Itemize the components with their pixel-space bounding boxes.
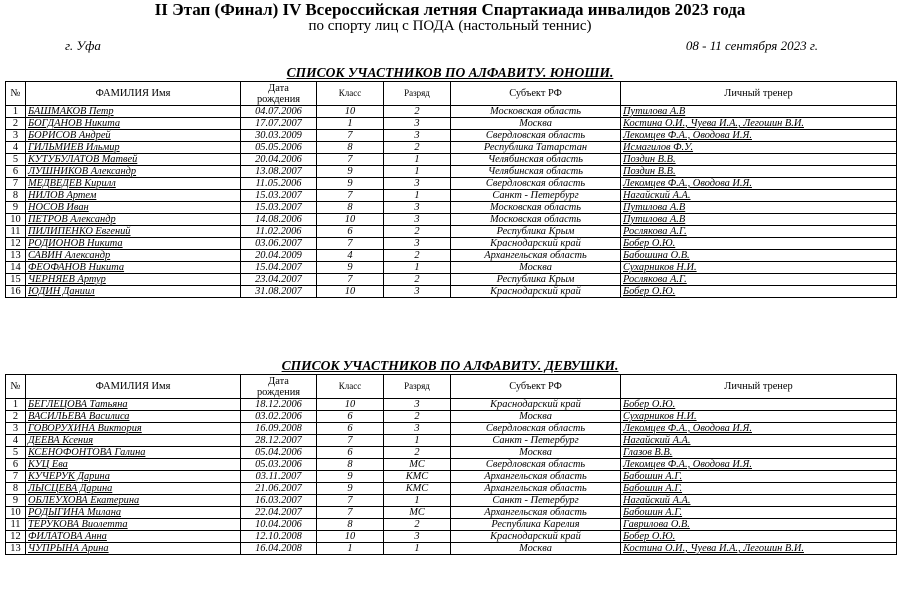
participant-name: КСЕНОФОНТОВА Галина xyxy=(26,447,241,459)
coach-name: Костина О.И., Чуева И.А., Легошин В.И. xyxy=(621,543,897,555)
rank-value: 1 xyxy=(384,435,451,447)
participant-name: БАШМАКОВ Петр xyxy=(26,106,241,118)
region-value: Челябинская область xyxy=(451,166,621,178)
class-value: 10 xyxy=(317,106,384,118)
region-value: Архангельская область xyxy=(451,507,621,519)
row-number: 14 xyxy=(6,262,26,274)
class-value: 6 xyxy=(317,226,384,238)
class-value: 8 xyxy=(317,202,384,214)
row-number: 1 xyxy=(6,106,26,118)
document-subtitle: по спорту лиц с ПОДА (настольный теннис) xyxy=(308,18,592,34)
birth-date: 20.04.2009 xyxy=(241,250,317,262)
rank-value: 3 xyxy=(384,423,451,435)
birth-date: 05.04.2006 xyxy=(241,447,317,459)
participant-name: БЕГЛЕЦОВА Татьяна xyxy=(26,399,241,411)
class-value: 7 xyxy=(317,130,384,142)
class-value: 10 xyxy=(317,399,384,411)
participant-name: ЧУПРЫНА Арина xyxy=(26,543,241,555)
row-number: 8 xyxy=(6,483,26,495)
coach-name: Исмагилов Ф.У. xyxy=(621,142,897,154)
row-number: 13 xyxy=(6,250,26,262)
rank-value: 1 xyxy=(384,166,451,178)
birth-date: 03.02.2006 xyxy=(241,411,317,423)
rank-value: 2 xyxy=(384,226,451,238)
class-value: 7 xyxy=(317,507,384,519)
birth-date: 11.02.2006 xyxy=(241,226,317,238)
birth-date: 16.04.2008 xyxy=(241,543,317,555)
participant-name: КУЦ Ева xyxy=(26,459,241,471)
rank-value: КМС xyxy=(384,471,451,483)
coach-name: Бабошин А.Г. xyxy=(621,471,897,483)
participant-name: ДЕЕВА Ксения xyxy=(26,435,241,447)
coach-name: Костина О.И., Чуева И.А., Легошин В.И. xyxy=(621,118,897,130)
birth-date: 10.04.2006 xyxy=(241,519,317,531)
row-number: 12 xyxy=(6,531,26,543)
region-value: Московская область xyxy=(451,214,621,226)
col-class: Класс xyxy=(317,375,384,399)
coach-name: Поздин В.В. xyxy=(621,154,897,166)
event-dates: 08 - 11 сентября 2023 г. xyxy=(685,38,818,53)
table-row xyxy=(6,471,897,483)
table-row xyxy=(6,459,897,471)
boys-rows xyxy=(6,106,897,298)
table-row xyxy=(6,286,897,298)
row-number: 1 xyxy=(6,399,26,411)
table-row xyxy=(6,274,897,286)
table-row xyxy=(6,178,897,190)
rank-value: 2 xyxy=(384,250,451,262)
region-value: Республика Крым xyxy=(451,226,621,238)
row-number: 6 xyxy=(6,459,26,471)
coach-name: Бабошин А.Г. xyxy=(621,483,897,495)
class-value: 7 xyxy=(317,190,384,202)
coach-name: Лекомцев Ф.А., Оводова И.Я. xyxy=(621,178,897,190)
region-value: Санкт - Петербург xyxy=(451,190,621,202)
row-number: 8 xyxy=(6,190,26,202)
row-number: 13 xyxy=(6,543,26,555)
col-region: Субъект РФ xyxy=(451,82,621,106)
col-region: Субъект РФ xyxy=(451,375,621,399)
rank-value: 3 xyxy=(384,178,451,190)
class-value: 8 xyxy=(317,459,384,471)
boys-table xyxy=(5,81,897,298)
participant-name: ПИЛИПЕНКО Евгений xyxy=(26,226,241,238)
row-number: 16 xyxy=(6,286,26,298)
coach-name: Бобер О.Ю. xyxy=(621,286,897,298)
birth-date: 14.08.2006 xyxy=(241,214,317,226)
girls-rows xyxy=(6,399,897,555)
coach-name: Путилова А.В xyxy=(621,202,897,214)
rank-value: 1 xyxy=(384,190,451,202)
boys-section-title: СПИСОК УЧАСТНИКОВ ПО АЛФАВИТУ. ЮНОШИ. xyxy=(286,65,614,80)
participant-name: ГИЛЬМИЕВ Ильмир xyxy=(26,142,241,154)
class-value: 9 xyxy=(317,483,384,495)
row-number: 2 xyxy=(6,118,26,130)
participant-name: ЛУШНИКОВ Александр xyxy=(26,166,241,178)
coach-name: Лекомцев Ф.А., Оводова И.Я. xyxy=(621,130,897,142)
participant-name: ЮДИН Даниил xyxy=(26,286,241,298)
region-value: Республика Карелия xyxy=(451,519,621,531)
col-dob: Дата рождения xyxy=(241,82,317,106)
class-value: 6 xyxy=(317,423,384,435)
rank-value: 3 xyxy=(384,118,451,130)
class-value: 4 xyxy=(317,250,384,262)
coach-name: Сухарников Н.И. xyxy=(621,411,897,423)
birth-date: 31.08.2007 xyxy=(241,286,317,298)
coach-name: Лекомцев Ф.А., Оводова И.Я. xyxy=(621,459,897,471)
participant-name: НОСОВ Иван xyxy=(26,202,241,214)
class-value: 7 xyxy=(317,238,384,250)
region-value: Краснодарский край xyxy=(451,531,621,543)
participant-name: РОДИОНОВ Никита xyxy=(26,238,241,250)
table-row xyxy=(6,399,897,411)
birth-date: 03.06.2007 xyxy=(241,238,317,250)
coach-name: Лекомцев Ф.А., Оводова И.Я. xyxy=(621,423,897,435)
birth-date: 13.08.2007 xyxy=(241,166,317,178)
rank-value: 2 xyxy=(384,411,451,423)
row-number: 12 xyxy=(6,238,26,250)
class-value: 6 xyxy=(317,411,384,423)
class-value: 9 xyxy=(317,166,384,178)
table-row xyxy=(6,106,897,118)
table-row xyxy=(6,226,897,238)
col-name: ФАМИЛИЯ Имя xyxy=(26,82,241,106)
row-number: 15 xyxy=(6,274,26,286)
region-value: Санкт - Петербург xyxy=(451,495,621,507)
row-number: 7 xyxy=(6,471,26,483)
class-value: 7 xyxy=(317,154,384,166)
table-row xyxy=(6,519,897,531)
row-number: 10 xyxy=(6,507,26,519)
class-value: 7 xyxy=(317,495,384,507)
rank-value: МС xyxy=(384,459,451,471)
birth-date: 21.06.2007 xyxy=(241,483,317,495)
coach-name: Нагайский А.А. xyxy=(621,495,897,507)
rank-value: 2 xyxy=(384,142,451,154)
row-number: 3 xyxy=(6,130,26,142)
class-value: 1 xyxy=(317,118,384,130)
col-rank: Разряд xyxy=(384,375,451,399)
participant-name: КУТУБУЛАТОВ Матвей xyxy=(26,154,241,166)
class-value: 7 xyxy=(317,274,384,286)
class-value: 9 xyxy=(317,262,384,274)
class-value: 9 xyxy=(317,178,384,190)
rank-value: 2 xyxy=(384,447,451,459)
document-title: II Этап (Финал) IV Всероссийская летняя Спартакиада инвалидов 2023 года xyxy=(154,0,746,19)
row-number: 3 xyxy=(6,423,26,435)
participant-name: БОРИСОВ Андрей xyxy=(26,130,241,142)
participant-name: ВАСИЛЬЕВА Василиса xyxy=(26,411,241,423)
coach-name: Путилова А.В xyxy=(621,214,897,226)
table-row xyxy=(6,531,897,543)
table-row xyxy=(6,166,897,178)
row-number: 5 xyxy=(6,447,26,459)
class-value: 10 xyxy=(317,286,384,298)
coach-name: Бобер О.Ю. xyxy=(621,399,897,411)
region-value: Архангельская область xyxy=(451,471,621,483)
participant-name: ГОВОРУХИНА Виктория xyxy=(26,423,241,435)
coach-name: Рослякова А.Г. xyxy=(621,274,897,286)
table-row xyxy=(6,130,897,142)
row-number: 5 xyxy=(6,154,26,166)
participant-name: ЧЕРНЯЕВ Артур xyxy=(26,274,241,286)
region-value: Краснодарский край xyxy=(451,399,621,411)
birth-date: 05.03.2006 xyxy=(241,459,317,471)
col-name: ФАМИЛИЯ Имя xyxy=(26,375,241,399)
event-place: г. Уфа xyxy=(65,38,101,53)
region-value: Москва xyxy=(451,411,621,423)
rank-value: 3 xyxy=(384,399,451,411)
region-value: Свердловская область xyxy=(451,178,621,190)
rank-value: 1 xyxy=(384,495,451,507)
birth-date: 12.10.2008 xyxy=(241,531,317,543)
row-number: 7 xyxy=(6,178,26,190)
coach-name: Сухарников Н.И. xyxy=(621,262,897,274)
region-value: Архангельская область xyxy=(451,483,621,495)
rank-value: 3 xyxy=(384,214,451,226)
region-value: Москва xyxy=(451,543,621,555)
region-value: Московская область xyxy=(451,106,621,118)
table-row xyxy=(6,483,897,495)
col-num: № xyxy=(6,375,26,399)
row-number: 4 xyxy=(6,435,26,447)
birth-date: 15.03.2007 xyxy=(241,202,317,214)
row-number: 11 xyxy=(6,226,26,238)
table-row xyxy=(6,543,897,555)
class-value: 8 xyxy=(317,519,384,531)
birth-date: 17.07.2007 xyxy=(241,118,317,130)
rank-value: 3 xyxy=(384,238,451,250)
coach-name: Нагайский А.А. xyxy=(621,190,897,202)
row-number: 11 xyxy=(6,519,26,531)
table-row xyxy=(6,411,897,423)
table-row xyxy=(6,238,897,250)
participant-name: САВИН Александр xyxy=(26,250,241,262)
rank-value: МС xyxy=(384,507,451,519)
coach-name: Поздин В.В. xyxy=(621,166,897,178)
rank-value: 2 xyxy=(384,106,451,118)
participant-name: ФЕОФАНОВ Никита xyxy=(26,262,241,274)
col-class: Класс xyxy=(317,82,384,106)
birth-date: 16.09.2008 xyxy=(241,423,317,435)
coach-name: Гаврилова О.В. xyxy=(621,519,897,531)
birth-date: 11.05.2006 xyxy=(241,178,317,190)
birth-date: 20.04.2006 xyxy=(241,154,317,166)
region-value: Архангельская область xyxy=(451,250,621,262)
col-coach: Личный тренер xyxy=(621,375,897,399)
table-row xyxy=(6,190,897,202)
row-number: 10 xyxy=(6,214,26,226)
birth-date: 15.03.2007 xyxy=(241,190,317,202)
region-value: Краснодарский край xyxy=(451,238,621,250)
participant-name: ТЕРУКОВА Виолетта xyxy=(26,519,241,531)
coach-name: Бобер О.Ю. xyxy=(621,531,897,543)
region-value: Челябинская область xyxy=(451,154,621,166)
participant-name: РОДЫГИНА Милана xyxy=(26,507,241,519)
birth-date: 18.12.2006 xyxy=(241,399,317,411)
participant-name: МЕДВЕДЕВ Кирилл xyxy=(26,178,241,190)
table-row xyxy=(6,507,897,519)
birth-date: 30.03.2009 xyxy=(241,130,317,142)
rank-value: 3 xyxy=(384,286,451,298)
girls-header-row xyxy=(6,375,897,399)
table-row xyxy=(6,435,897,447)
table-row xyxy=(6,250,897,262)
row-number: 4 xyxy=(6,142,26,154)
class-value: 9 xyxy=(317,471,384,483)
region-value: Москва xyxy=(451,447,621,459)
col-dob: Дата рождения xyxy=(241,375,317,399)
rank-value: 1 xyxy=(384,154,451,166)
region-value: Москва xyxy=(451,262,621,274)
birth-date: 16.03.2007 xyxy=(241,495,317,507)
region-value: Свердловская область xyxy=(451,423,621,435)
class-value: 7 xyxy=(317,435,384,447)
class-value: 10 xyxy=(317,214,384,226)
rank-value: 3 xyxy=(384,531,451,543)
row-number: 2 xyxy=(6,411,26,423)
col-rank: Разряд xyxy=(384,82,451,106)
table-row xyxy=(6,202,897,214)
class-value: 1 xyxy=(317,543,384,555)
coach-name: Путилова А.В xyxy=(621,106,897,118)
table-row xyxy=(6,142,897,154)
girls-section-title: СПИСОК УЧАСТНИКОВ ПО АЛФАВИТУ. ДЕВУШКИ. xyxy=(281,358,619,373)
region-value: Свердловская область xyxy=(451,130,621,142)
region-value: Краснодарский край xyxy=(451,286,621,298)
birth-date: 22.04.2007 xyxy=(241,507,317,519)
table-row xyxy=(6,214,897,226)
participant-name: ПЕТРОВ Александр xyxy=(26,214,241,226)
region-value: Московская область xyxy=(451,202,621,214)
row-number: 9 xyxy=(6,202,26,214)
region-value: Москва xyxy=(451,118,621,130)
participant-name: ОБЛЕУХОВА Екатерина xyxy=(26,495,241,507)
participant-name: ФИЛАТОВА Анна xyxy=(26,531,241,543)
row-number: 6 xyxy=(6,166,26,178)
col-coach: Личный тренер xyxy=(621,82,897,106)
coach-name: Рослякова А.Г. xyxy=(621,226,897,238)
table-row xyxy=(6,154,897,166)
region-value: Свердловская область xyxy=(451,459,621,471)
table-row xyxy=(6,447,897,459)
rank-value: 1 xyxy=(384,262,451,274)
participant-name: НИЛОВ Артем xyxy=(26,190,241,202)
birth-date: 03.11.2007 xyxy=(241,471,317,483)
rank-value: 2 xyxy=(384,274,451,286)
region-value: Санкт - Петербург xyxy=(451,435,621,447)
rank-value: 2 xyxy=(384,519,451,531)
boys-header-row xyxy=(6,82,897,106)
class-value: 8 xyxy=(317,142,384,154)
coach-name: Глазов В.В. xyxy=(621,447,897,459)
participant-name: КУЧЕРУК Дарина xyxy=(26,471,241,483)
table-row xyxy=(6,262,897,274)
region-value: Республика Крым xyxy=(451,274,621,286)
rank-value: 3 xyxy=(384,130,451,142)
rank-value: 1 xyxy=(384,543,451,555)
coach-name: Бабошин А.Г. xyxy=(621,507,897,519)
rank-value: КМС xyxy=(384,483,451,495)
region-value: Республика Татарстан xyxy=(451,142,621,154)
col-num: № xyxy=(6,82,26,106)
birth-date: 15.04.2007 xyxy=(241,262,317,274)
table-row xyxy=(6,423,897,435)
participant-name: БОГДАНОВ Никита xyxy=(26,118,241,130)
birth-date: 23.04.2007 xyxy=(241,274,317,286)
coach-name: Бабошина О.В. xyxy=(621,250,897,262)
birth-date: 04.07.2006 xyxy=(241,106,317,118)
birth-date: 05.05.2006 xyxy=(241,142,317,154)
participant-name: ЛЫСЦЕВА Дарина xyxy=(26,483,241,495)
class-value: 6 xyxy=(317,447,384,459)
class-value: 10 xyxy=(317,531,384,543)
rank-value: 3 xyxy=(384,202,451,214)
table-row xyxy=(6,118,897,130)
coach-name: Бобер О.Ю. xyxy=(621,238,897,250)
row-number: 9 xyxy=(6,495,26,507)
coach-name: Нагайский А.А. xyxy=(621,435,897,447)
table-row xyxy=(6,495,897,507)
birth-date: 28.12.2007 xyxy=(241,435,317,447)
girls-table xyxy=(5,374,897,555)
